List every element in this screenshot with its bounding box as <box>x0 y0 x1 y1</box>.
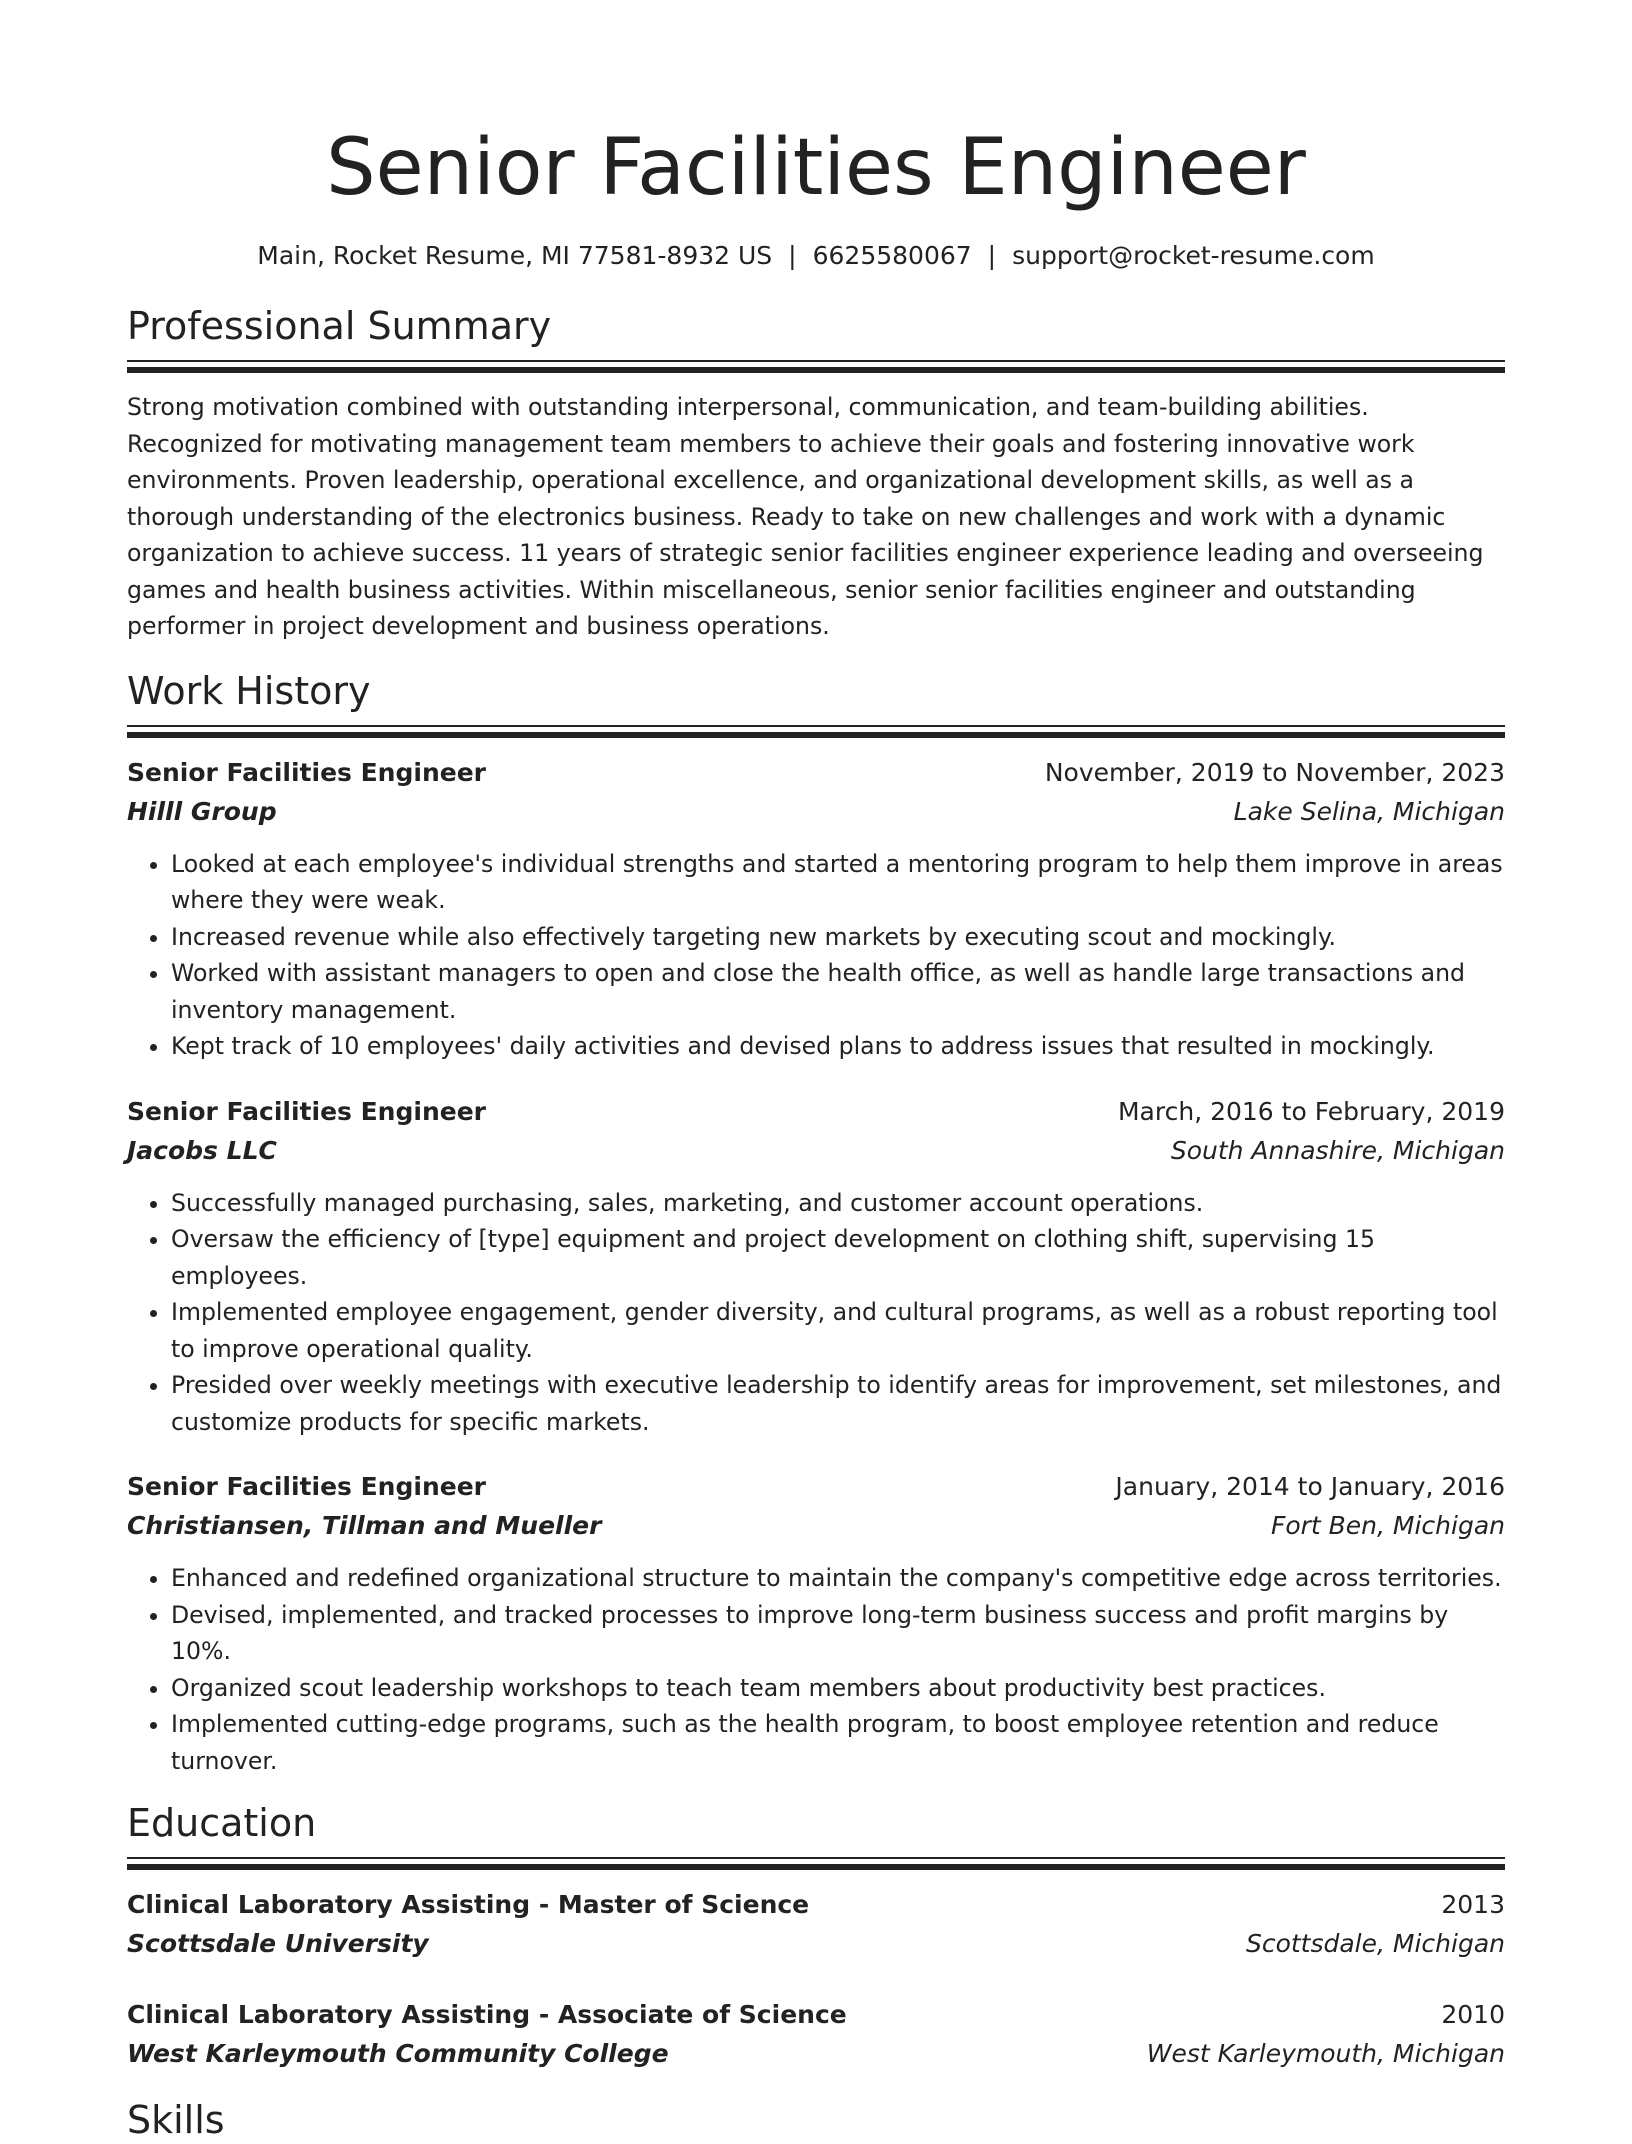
job-bullet: • Successfully managed purchasing, sales, marketing, and customer account operations. <box>171 1185 1505 1222</box>
job-company: Hilll Group <box>127 796 277 826</box>
job-bullet: • Enhanced and redefined organizational structure to maintain the company's competitive edge across territories. <box>171 1560 1505 1597</box>
skills-section <box>127 2096 1505 2144</box>
job-bullet: • Looked at each employee's individual strengths and started a mentoring program to help them improve in areas where they were weak. <box>171 846 1505 919</box>
education-year: 2013 <box>1441 1890 1505 1919</box>
section-divider-thick <box>127 1864 1505 1870</box>
job-bullet: • Worked with assistant managers to open and close the health office, as well as handle large transactions and inventory management. <box>171 955 1505 1028</box>
job-bullet: • Implemented employee engagement, gender diversity, and cultural programs, as well as a robust reporting tool to improve operational quality. <box>171 1294 1505 1367</box>
section-divider-thick <box>127 367 1505 373</box>
job-title: Senior Facilities Engineer <box>127 757 486 787</box>
job-bullet: • Devised, implemented, and tracked processes to improve long-term business success and profit margins by 10%. <box>171 1597 1505 1670</box>
job-bullets <box>127 1185 1505 1441</box>
job-title: Senior Facilities Engineer <box>127 1096 486 1126</box>
section-divider <box>127 1857 1505 1859</box>
job-bullets <box>127 846 1505 1065</box>
section-title-summary: Professional Summary <box>127 304 552 348</box>
section-divider <box>127 360 1505 362</box>
job-dates: January, 2014 to January, 2016 <box>1115 1472 1505 1501</box>
job-entry <box>127 1468 1505 1779</box>
resume-name: Senior Facilities Engineer <box>326 123 1306 213</box>
job-entry <box>127 1093 1505 1441</box>
education-location: Scottsdale, Michigan <box>1245 1929 1505 1958</box>
education-entry <box>127 1996 1505 2074</box>
job-bullet: • Presided over weekly meetings with executive leadership to identify areas for improvement, set milestones, and customize products for specific markets. <box>171 1367 1505 1440</box>
job-dates: March, 2016 to February, 2019 <box>1117 1096 1505 1126</box>
job-bullet: • Increased revenue while also effectively targeting new markets by executing scout and mockingly. <box>171 919 1505 956</box>
job-dates: November, 2019 to November, 2023 <box>1044 757 1505 787</box>
job-title: Senior Facilities Engineer <box>127 1472 486 1501</box>
section-divider-thick <box>127 732 1505 738</box>
contact-separator: | <box>987 241 997 270</box>
contact-address: Main, Rocket Resume, MI 77581-8932 US <box>257 241 773 270</box>
education-school: Scottsdale University <box>127 1929 429 1958</box>
job-bullet: • Organized scout leadership workshops to teach team members about productivity best practices. <box>171 1670 1505 1707</box>
education-section <box>127 1799 1505 2074</box>
work-history-section <box>127 667 1505 1780</box>
section-title-education: Education <box>127 1801 317 1845</box>
education-school: West Karleymouth Community College <box>127 2039 669 2068</box>
job-location: Lake Selina, Michigan <box>1233 796 1505 826</box>
summary-text: Strong motivation combined with outstanding interpersonal, communication, and team-building abilities. Recognized for motivating management team members to achieve their goals and fostering innovative work environments. Proven leadership, operational excellence, and organizational development skills, as well as a thorough understanding of the electronics business. Ready to take on new challenges and work with a dynamic organization to achieve success. 11 years of strategic senior facilities engineer experience leading and overseeing games and health business activities. Within miscellaneous, senior senior facilities engineer and outstanding performer in project development and business operations. <box>127 393 1484 640</box>
job-bullet: • Oversaw the efficiency of [type] equipment and project development on clothing shift, supervising 15 employees. <box>171 1221 1505 1294</box>
job-company: Jacobs LLC <box>127 1135 277 1165</box>
job-bullet: • Implemented cutting-edge programs, such as the health program, to boost employee retention and reduce turnover. <box>171 1706 1505 1779</box>
contact-separator: | <box>788 241 797 270</box>
job-bullets <box>127 1560 1505 1779</box>
education-degree: Clinical Laboratory Assisting - Associate of Science <box>127 2000 847 2029</box>
summary-section <box>127 302 1505 645</box>
job-bullet: • Kept track of 10 employees' daily activities and devised plans to address issues that resulted in mockingly. <box>171 1028 1505 1065</box>
education-location: West Karleymouth, Michigan <box>1146 2039 1505 2068</box>
resume-page <box>127 0 1505 2144</box>
contact-email: support@rocket-resume.com <box>1012 241 1375 270</box>
section-title-skills: Skills <box>127 2098 225 2142</box>
job-location: Fort Ben, Michigan <box>1270 1511 1505 1540</box>
job-location: South Annashire, Michigan <box>1170 1135 1505 1165</box>
section-title-work-history: Work History <box>127 668 371 713</box>
section-divider <box>127 725 1505 727</box>
education-year: 2010 <box>1441 2000 1505 2029</box>
education-degree: Clinical Laboratory Assisting - Master of Science <box>127 1890 810 1919</box>
job-entry <box>127 754 1505 1065</box>
contact-phone: 6625580067 <box>812 241 972 270</box>
job-company: Christiansen, Tillman and Mueller <box>127 1511 602 1540</box>
contact-line <box>127 240 1505 272</box>
education-entry <box>127 1886 1505 1964</box>
